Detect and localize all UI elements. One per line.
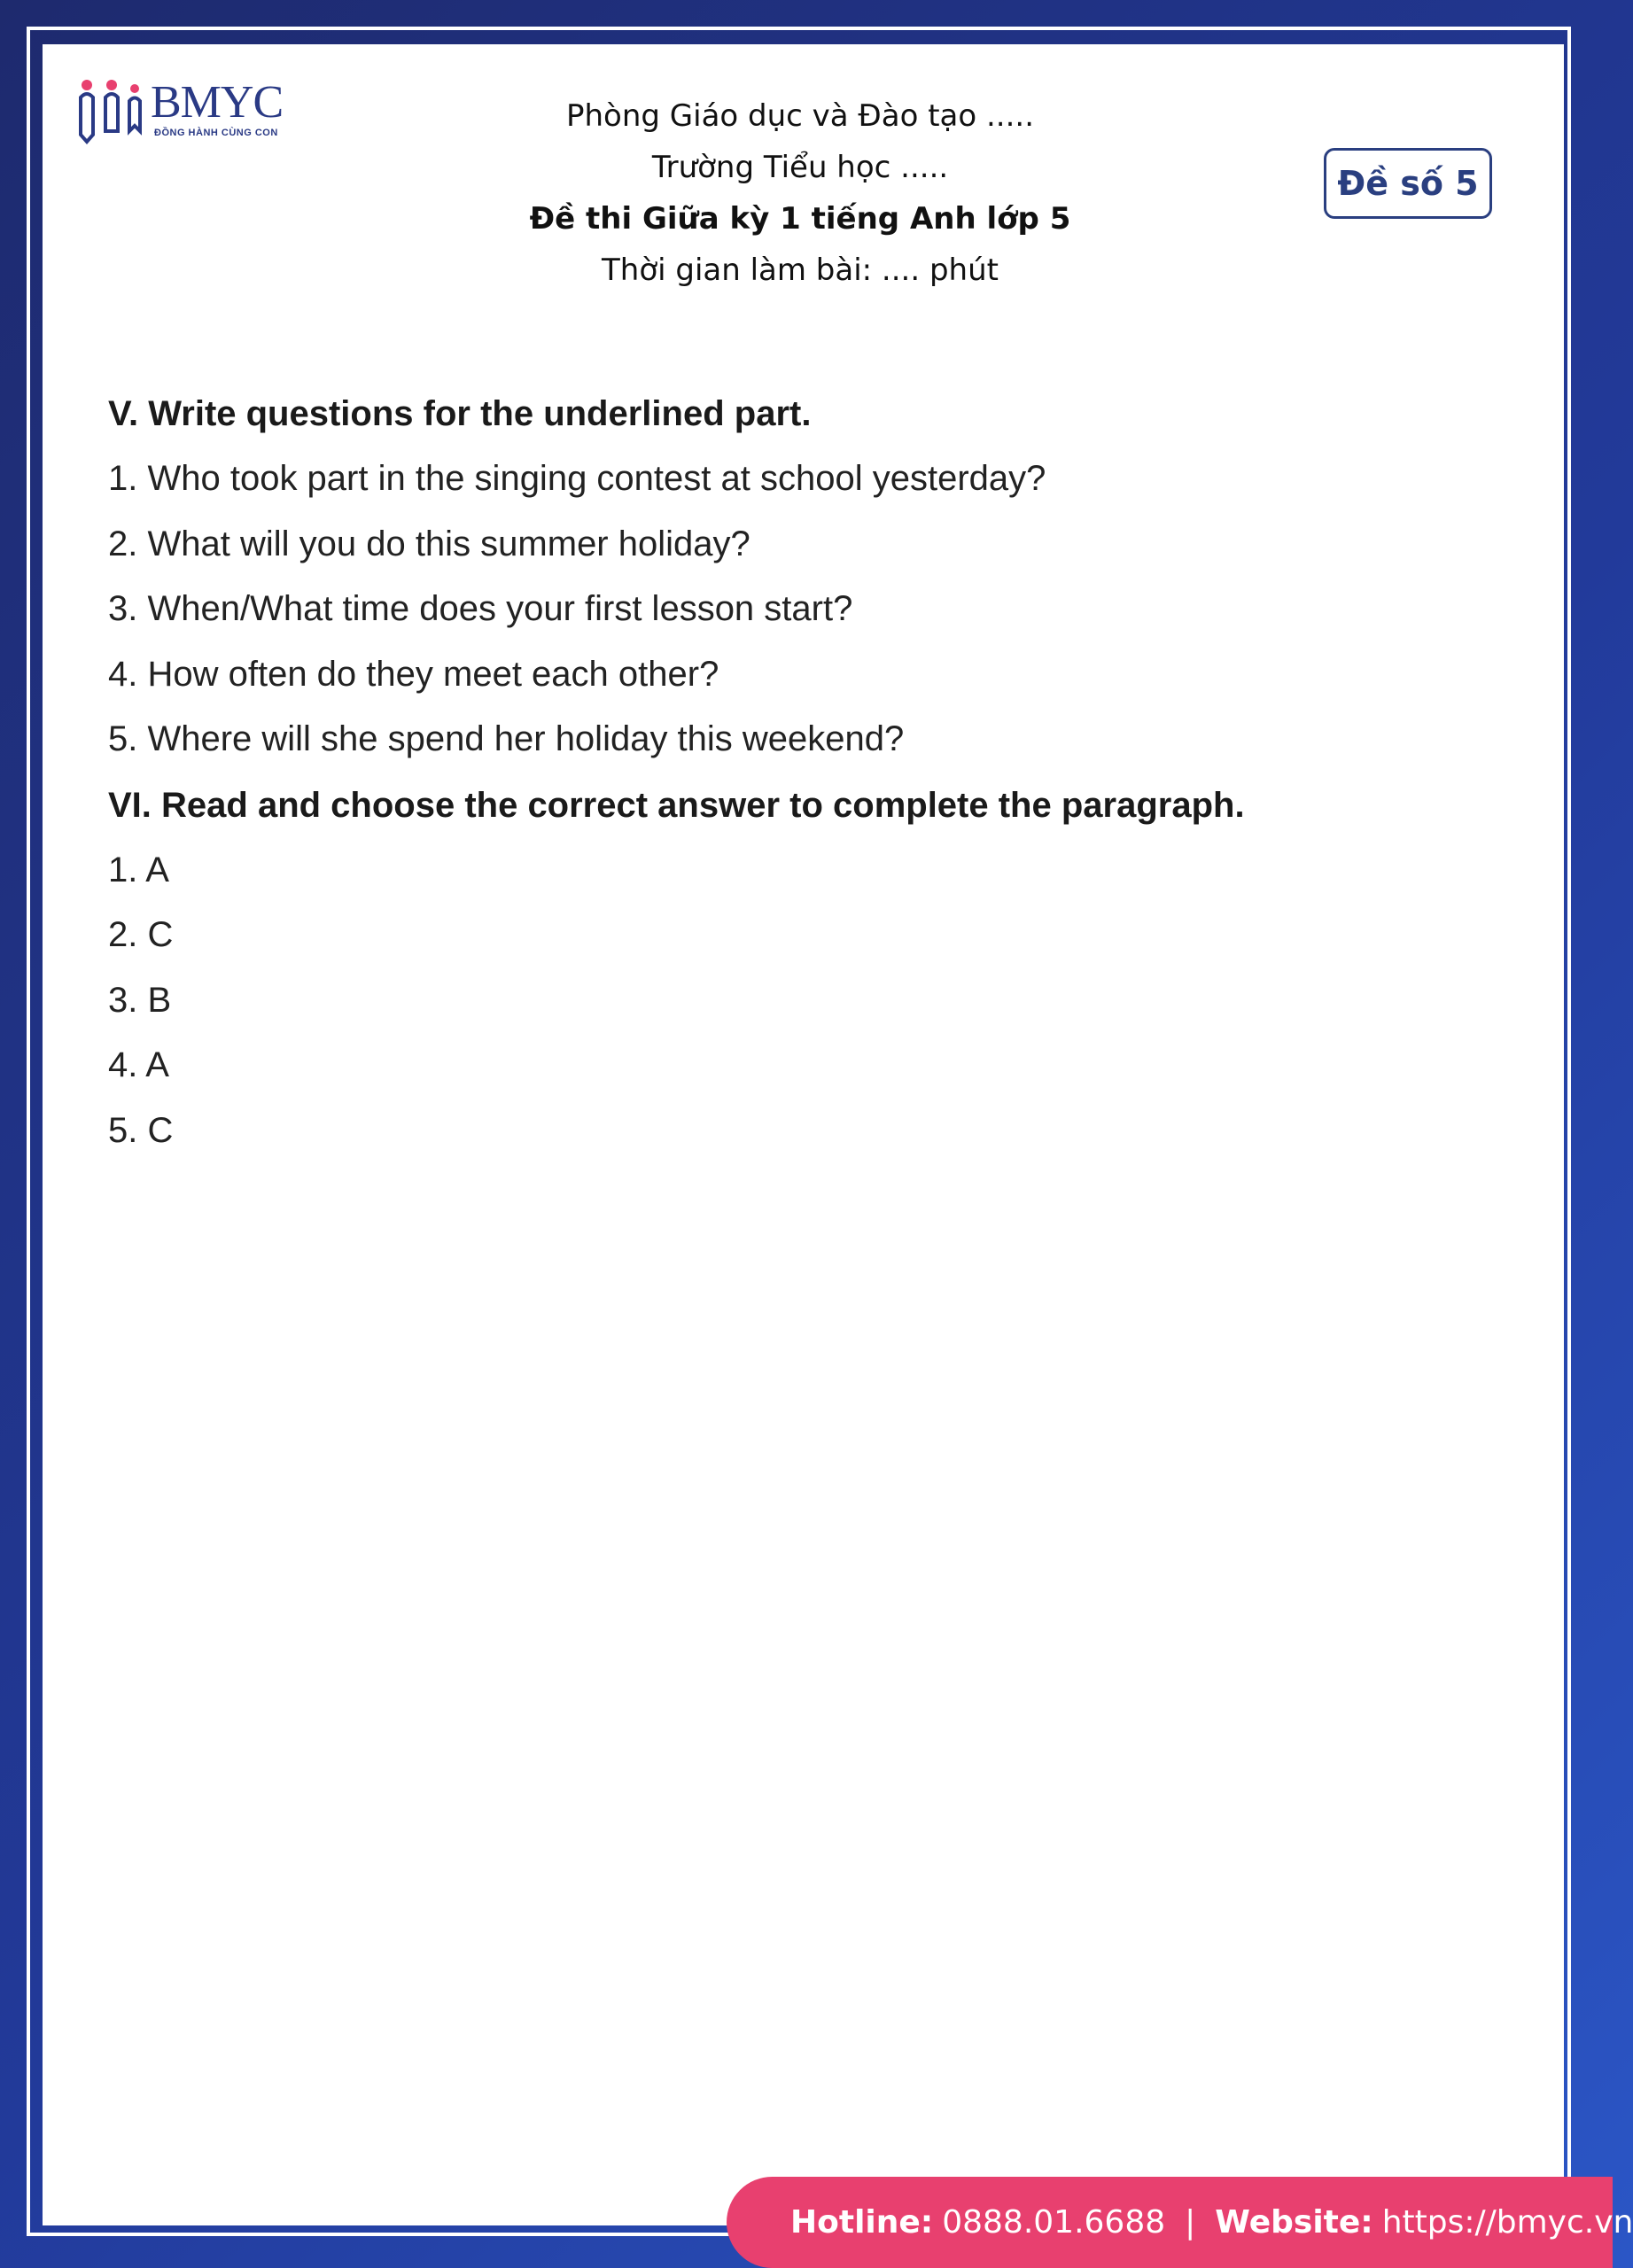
exam-title: Đề thi Giữa kỳ 1 tiếng Anh lớp 5	[529, 201, 1071, 237]
exam-number-badge: Đề số 5	[1324, 148, 1492, 219]
list-item: 2. C	[108, 915, 174, 954]
website-label: Website:	[1215, 2204, 1373, 2241]
list-item: 5. C	[108, 1110, 174, 1150]
section-5-title: V. Write questions for the underlined part.	[108, 394, 812, 433]
list-item: 3. When/What time does your first lesson start?	[108, 589, 853, 628]
logo-tagline: ĐỒNG HÀNH CÙNG CON	[154, 128, 278, 138]
logo-wordmark: BMYC	[151, 77, 284, 128]
exam-duration: Thời gian làm bài: .... phút	[602, 252, 999, 288]
school-line: Trường Tiểu học .....	[651, 150, 949, 185]
hotline-label: Hotline:	[790, 2204, 934, 2241]
list-item: 5. Where will she spend her holiday this weekend?	[108, 719, 905, 758]
exam-header	[353, 90, 1248, 296]
family-figures-icon	[78, 76, 149, 145]
answer-content	[108, 381, 1490, 1163]
website-link[interactable]: https://bmyc.vn	[1381, 2204, 1633, 2241]
document-page	[43, 44, 1564, 2225]
bmyc-logo	[78, 76, 299, 147]
contact-footer	[727, 2177, 1633, 2268]
list-item: 4. How often do they meet each other?	[108, 654, 719, 694]
footer-separator: |	[1185, 2204, 1196, 2241]
list-item: 1. Who took part in the singing contest at school yesterday?	[108, 459, 1046, 498]
section-6-title: VI. Read and choose the correct answer to complete the paragraph.	[108, 785, 1245, 825]
list-item: 4. A	[108, 1045, 169, 1084]
hotline-number[interactable]: 0888.01.6688	[942, 2204, 1166, 2241]
list-item: 3. B	[108, 980, 172, 1020]
list-item: 2. What will you do this summer holiday?	[108, 524, 750, 563]
department-line: Phòng Giáo dục và Đào tạo .....	[565, 98, 1035, 134]
list-item: 1. A	[108, 850, 169, 889]
